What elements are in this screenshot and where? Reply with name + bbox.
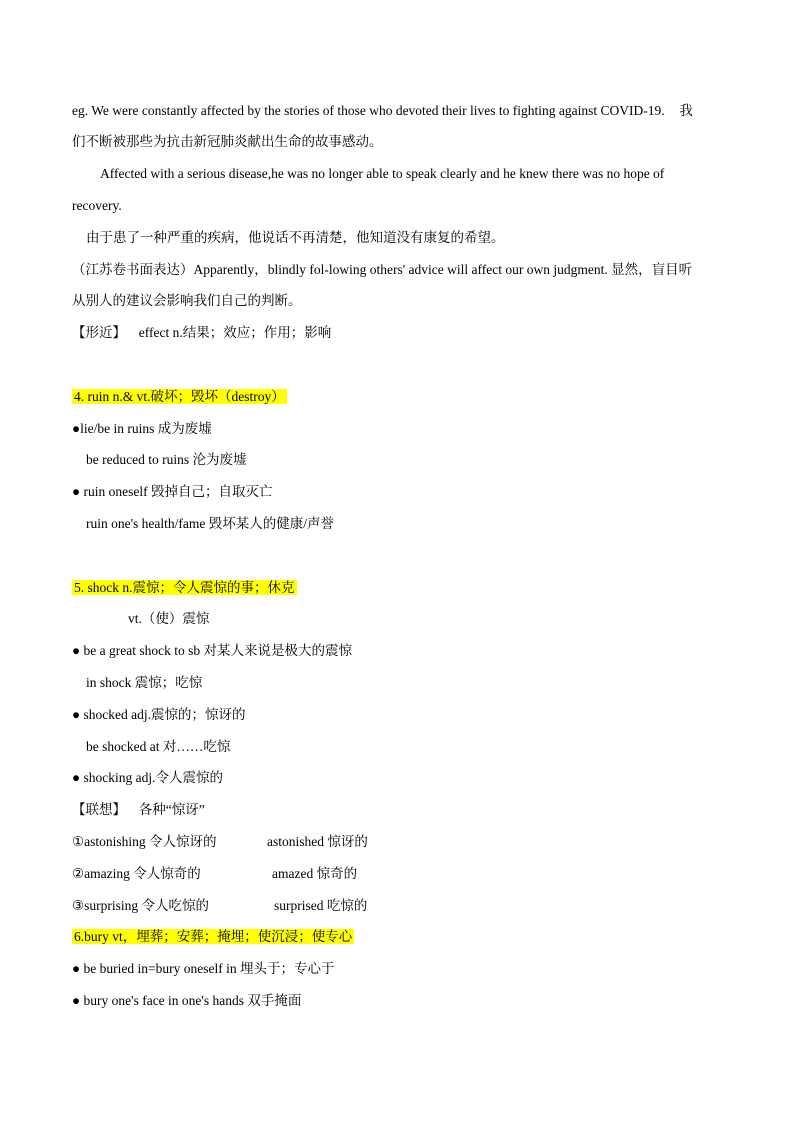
example-sentence: （江苏卷书面表达）Apparently，blindly fol-lowing others' advice will affect our own judgment. 显然，盲目听 bbox=[72, 262, 693, 277]
highlighted-heading: 4. ruin n.& vt.破坏；毁坏（destroy） bbox=[74, 389, 285, 404]
phrase-item: ● be buried in=bury oneself in 埋头于；专心于 bbox=[72, 961, 335, 976]
similar-word-note bbox=[72, 324, 331, 342]
association-left: ①astonishing 令人惊讶的 bbox=[72, 834, 217, 849]
phrase-item: ruin one's health/fame 毁坏某人的健康/声誉 bbox=[86, 516, 335, 531]
example-translation: 由于患了一种严重的疾病，他说话不再清楚，他知道没有康复的希望。 bbox=[86, 230, 505, 245]
phrase-item: in shock 震惊；吃惊 bbox=[86, 675, 203, 690]
association-right: amazed 惊奇的 bbox=[272, 866, 358, 881]
example-sentence-continued: recovery. bbox=[72, 198, 122, 213]
highlighted-heading: 5. shock n.震惊；令人震惊的事；休克 bbox=[74, 580, 295, 595]
example-chinese: 我 bbox=[679, 103, 693, 118]
example-translation: 们不断被那些为抗击新冠肺炎献出生命的故事感动。 bbox=[72, 134, 383, 149]
association-label: 【联想】 bbox=[72, 802, 126, 817]
association-left: ②amazing 令人惊奇的 bbox=[72, 866, 201, 881]
phrase-item: be reduced to ruins 沦为废墟 bbox=[86, 452, 247, 467]
association-right: astonished 惊讶的 bbox=[267, 834, 368, 849]
entry-heading-shock bbox=[72, 579, 297, 597]
verb-sense: vt.（使）震惊 bbox=[128, 611, 210, 626]
phrase-item: ● bury one's face in one's hands 双手掩面 bbox=[72, 993, 302, 1008]
example-english: eg. We were constantly affected by the stories of those who devoted their lives to fighting against COVID-19. bbox=[72, 103, 665, 118]
association-right: surprised 吃惊的 bbox=[274, 898, 368, 913]
highlighted-heading: 6.bury vt，埋葬；安葬；掩埋；使沉浸；使专心 bbox=[74, 929, 353, 944]
entry-heading-bury bbox=[72, 928, 354, 946]
phrase-item: ● shocking adj.令人震惊的 bbox=[72, 770, 224, 785]
phrase-item: be shocked at 对……吃惊 bbox=[86, 739, 231, 754]
association-text: 各种“惊讶” bbox=[138, 802, 205, 817]
example-sentence: Affected with a serious disease,he was no longer able to speak clearly and he knew there was no hope of bbox=[100, 166, 665, 181]
association-note bbox=[72, 801, 205, 819]
example-translation: 从别人的建议会影响我们自己的判断。 bbox=[72, 293, 302, 308]
phrase-item: ●lie/be in ruins 成为废墟 bbox=[72, 421, 212, 436]
entry-heading-ruin bbox=[72, 388, 287, 406]
similar-label: 【形近】 bbox=[72, 325, 126, 340]
phrase-item: ● be a great shock to sb 对某人来说是极大的震惊 bbox=[72, 643, 352, 658]
similar-text: effect n.结果；效应；作用；影响 bbox=[138, 325, 332, 340]
association-left: ③surprising 令人吃惊的 bbox=[72, 898, 209, 913]
phrase-item: ● shocked adj.震惊的；惊讶的 bbox=[72, 707, 246, 722]
phrase-item: ● ruin oneself 毁掉自己；自取灭亡 bbox=[72, 484, 273, 499]
example-sentence bbox=[72, 102, 693, 120]
